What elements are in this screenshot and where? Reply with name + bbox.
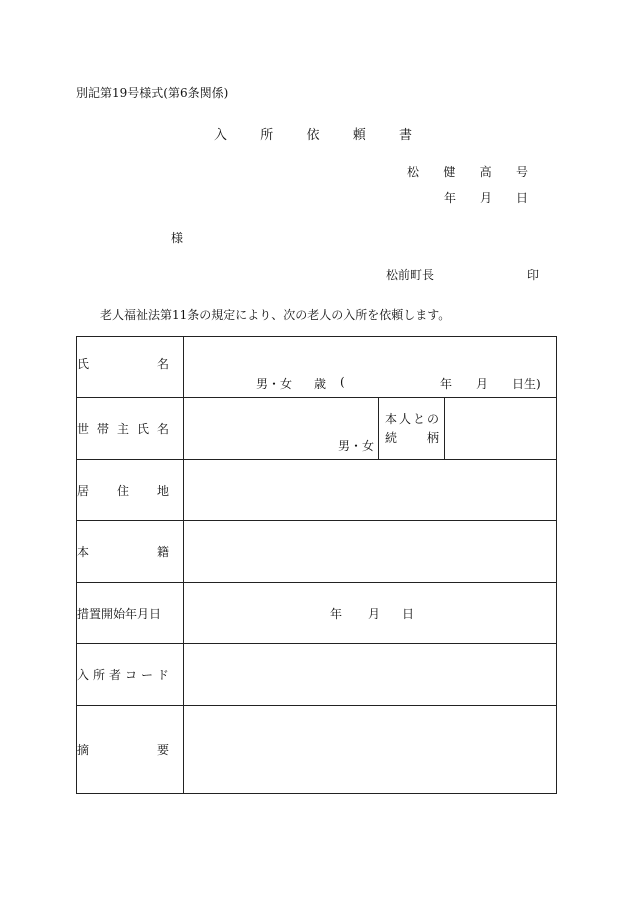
- request-form-table: [76, 336, 557, 794]
- ref-char: 号: [515, 165, 528, 179]
- row-household-head: [77, 398, 557, 460]
- remarks-field[interactable]: [184, 706, 557, 794]
- label-char: 籍: [156, 545, 169, 559]
- name-birth-open: (: [340, 375, 345, 389]
- label-char: 名: [156, 422, 169, 436]
- domicile-field[interactable]: [184, 521, 557, 583]
- label-char: 所: [92, 668, 105, 682]
- label-admittee-code: [77, 644, 184, 706]
- name-birth-month: 月: [476, 377, 489, 391]
- name-birth-year: 年: [440, 377, 453, 391]
- row-measure-start: [77, 583, 557, 644]
- label-text: 措置開始年月日: [77, 606, 162, 621]
- label-char: 氏: [136, 422, 149, 436]
- title-char: 所: [260, 128, 274, 143]
- household-head-gender: 男・女: [338, 439, 375, 453]
- label-char: 摘: [77, 743, 90, 757]
- reference-number: [407, 163, 528, 180]
- date-day: 日: [515, 191, 528, 205]
- relation-label: [379, 398, 445, 460]
- relation-field[interactable]: [445, 398, 557, 460]
- label-name: [77, 337, 184, 398]
- label-char: 世: [77, 422, 90, 436]
- label-char: 地: [156, 483, 169, 498]
- label-char: 要: [156, 743, 169, 757]
- name-birth-day: 日生): [512, 377, 541, 391]
- addressee-suffix: 様: [171, 231, 184, 245]
- label-measure-start: [77, 583, 184, 644]
- title-char: 入: [214, 128, 228, 143]
- label-char: 本: [77, 545, 90, 559]
- relation-char: 続: [385, 431, 398, 445]
- title-char: 依: [306, 128, 320, 143]
- label-char: 者: [108, 668, 121, 682]
- residence-field[interactable]: [184, 460, 557, 521]
- label-char: ド: [156, 668, 169, 682]
- measure-day: 日: [402, 607, 415, 621]
- ref-char: 高: [479, 165, 492, 179]
- label-household-head: [77, 398, 184, 460]
- relation-char: 柄: [426, 431, 439, 445]
- household-head-name-field[interactable]: [184, 398, 379, 460]
- label-domicile: [77, 521, 184, 583]
- title-char: 頼: [352, 128, 366, 143]
- label-char: 名: [156, 356, 169, 371]
- name-field[interactable]: [184, 337, 557, 398]
- date-month: 月: [479, 191, 492, 205]
- name-gender: 男・女: [256, 377, 293, 391]
- relation-char: 人: [398, 412, 411, 426]
- date-year: 年: [444, 191, 457, 205]
- title-char: 書: [398, 128, 412, 143]
- row-admittee-code: [77, 644, 557, 706]
- sender-title: 松前町長: [386, 268, 435, 282]
- relation-char: 本: [385, 412, 398, 426]
- label-char: ー: [140, 668, 153, 682]
- admittee-code-field[interactable]: [184, 644, 557, 706]
- document-title: [214, 124, 412, 143]
- label-remarks: [77, 706, 184, 794]
- row-residence: [77, 460, 557, 521]
- label-char: 帯: [96, 422, 109, 436]
- issue-date: [444, 189, 528, 206]
- measure-year: 年: [330, 607, 343, 621]
- name-age-unit: 歳: [314, 377, 327, 391]
- relation-char: の: [426, 412, 439, 426]
- row-domicile: [77, 521, 557, 583]
- relation-char: と: [412, 412, 425, 426]
- row-name: [77, 337, 557, 398]
- seal-mark: 印: [527, 268, 540, 282]
- body-text: 老人福祉法第11条の規定により、次の老人の入所を依頼します。: [100, 308, 451, 322]
- label-char: 居: [77, 483, 90, 498]
- label-char: 入: [77, 668, 90, 682]
- label-char: 主: [116, 422, 129, 436]
- label-residence: [77, 460, 184, 521]
- row-remarks: [77, 706, 557, 794]
- label-char: 住: [116, 483, 129, 498]
- ref-char: 健: [443, 165, 456, 179]
- label-char: 氏: [77, 356, 90, 371]
- measure-month: 月: [368, 607, 381, 621]
- label-char: コ: [124, 668, 137, 682]
- form-number: 別記第19号様式(第6条関係): [76, 86, 229, 100]
- ref-char: 松: [407, 165, 420, 179]
- measure-start-field[interactable]: [184, 583, 557, 644]
